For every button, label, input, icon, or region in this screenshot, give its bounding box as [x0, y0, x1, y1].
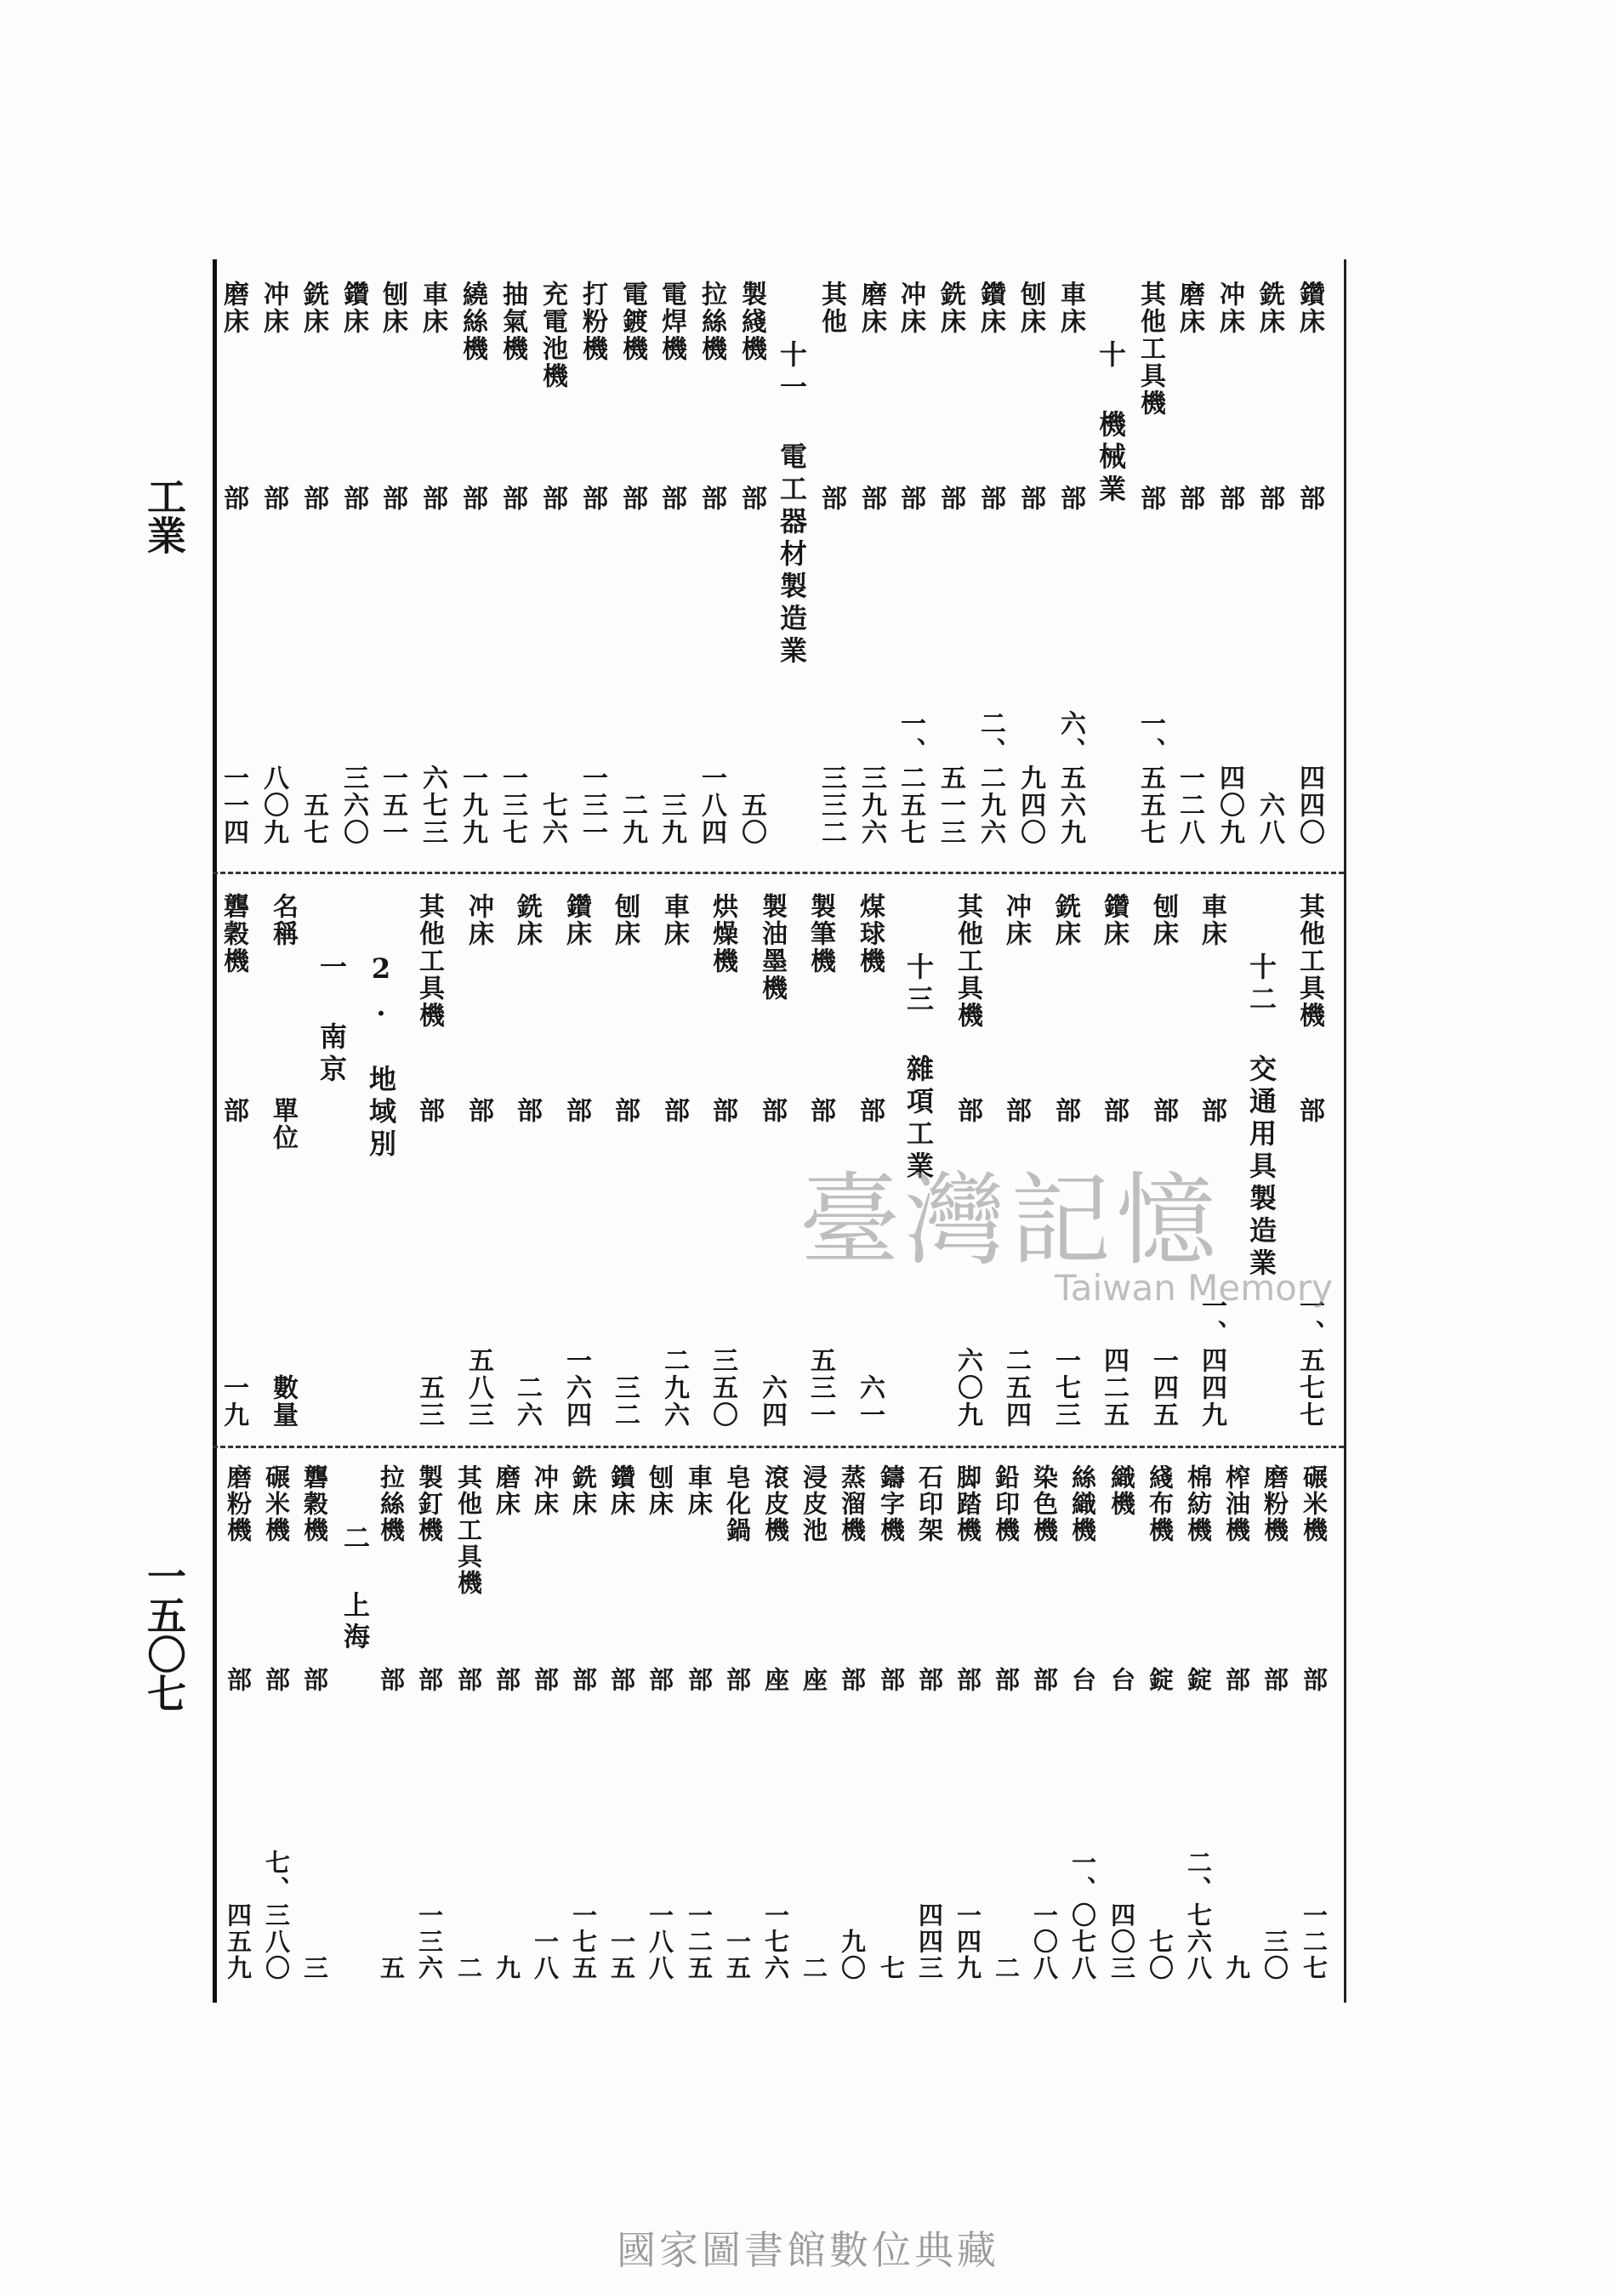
row-value: 一七五	[569, 1902, 598, 1981]
row-unit: 部	[414, 1097, 444, 1124]
row-unit: 部	[219, 485, 248, 512]
row-label: 鑽床	[607, 1464, 636, 1517]
row-value: 一九	[219, 1374, 248, 1429]
row-label: 鑽床	[561, 893, 591, 947]
row-unit: 部	[1222, 1667, 1251, 1693]
row-unit: 部	[757, 1097, 787, 1124]
row-unit: 部	[817, 485, 846, 512]
row-value: 數量	[268, 1374, 298, 1429]
row-value: 一五	[723, 1929, 752, 1981]
row-value: 一三六	[415, 1902, 444, 1981]
row-label: 車床	[418, 281, 447, 335]
row-unit: 部	[976, 485, 1005, 512]
row-label: 冲床	[531, 1464, 560, 1517]
row-value: 六〇九	[953, 1347, 982, 1429]
row-unit: 部	[378, 485, 407, 512]
row-unit: 部	[877, 1667, 906, 1693]
row-label: 其他工具機	[454, 1464, 483, 1596]
row-value: 七	[877, 1955, 906, 1981]
row-label: 鑄字機	[877, 1464, 906, 1543]
row-value: 一六四	[561, 1347, 591, 1429]
row-label: 石印架	[915, 1464, 944, 1543]
row-unit: 部	[607, 1667, 636, 1693]
row-value: 一、五七七	[1295, 1293, 1324, 1429]
row-unit: 部	[915, 1667, 944, 1693]
row-unit: 部	[855, 1097, 885, 1124]
row-label: 鉛印機	[992, 1464, 1021, 1543]
row-value: 九	[492, 1955, 521, 1981]
row-value: 二	[799, 1955, 828, 1981]
row-label: 冲床	[1001, 893, 1031, 947]
row-label: 鑽床	[339, 281, 368, 335]
row-unit: 部	[454, 1667, 483, 1693]
row-label: 脚踏機	[953, 1464, 982, 1543]
row-unit: 單位	[268, 1097, 298, 1151]
row-unit: 部	[659, 1097, 689, 1124]
row-unit: 部	[300, 1667, 329, 1693]
row-value: 四五九	[224, 1902, 253, 1981]
row-unit: 部	[1215, 485, 1244, 512]
row-value: 一二八	[1175, 764, 1204, 846]
row-value: 七〇	[1146, 1929, 1175, 1981]
row-value: 一一四	[219, 764, 248, 846]
row-unit: 部	[1148, 1097, 1178, 1124]
row-label: 充電池機	[538, 281, 567, 389]
watermark-english: Taiwan Memory	[1055, 1267, 1333, 1309]
row-unit: 部	[953, 1097, 982, 1124]
row-label: 銑床	[569, 1464, 598, 1517]
row-unit: 部	[262, 1667, 291, 1693]
row-unit: 部	[723, 1667, 752, 1693]
page-number: 一五〇七	[141, 1556, 187, 1713]
row-unit: 部	[1135, 485, 1165, 512]
row-value: 一七三	[1050, 1347, 1080, 1429]
row-unit: 部	[219, 1097, 248, 1124]
row-label: 其他工具機	[1295, 893, 1324, 1029]
row-unit: 部	[896, 485, 925, 512]
row-unit: 部	[708, 1097, 737, 1124]
row-value: 六四	[757, 1374, 787, 1429]
row-unit: 部	[1295, 485, 1324, 512]
row-label: 榨油機	[1222, 1464, 1251, 1543]
category-heading: 2. 地域別	[365, 952, 397, 1162]
row-value: 四二五	[1099, 1347, 1129, 1429]
row-unit: 部	[1197, 1097, 1226, 1124]
row-unit: 部	[1050, 1097, 1080, 1124]
page-running-title: 工業	[141, 476, 187, 554]
row-value: 四四〇	[1295, 764, 1324, 846]
row-unit: 部	[492, 1667, 521, 1693]
row-label: 碾米機	[1300, 1464, 1329, 1543]
row-label: 銑床	[299, 281, 328, 335]
row-unit: 部	[538, 485, 567, 512]
row-unit: 部	[953, 1667, 982, 1693]
row-unit: 部	[299, 485, 328, 512]
row-label: 磨床	[1175, 281, 1204, 335]
row-label: 磨床	[856, 281, 886, 335]
row-value: 一八四	[697, 764, 726, 846]
row-unit: 部	[1300, 1667, 1329, 1693]
row-label: 拉絲機	[697, 281, 726, 362]
row-value: 八〇九	[259, 764, 288, 846]
row-label: 蒸溜機	[838, 1464, 867, 1543]
row-value: 一九九	[458, 764, 487, 846]
row-label: 銑床	[1255, 281, 1284, 335]
row-label: 綫布機	[1146, 1464, 1175, 1543]
row-unit: 部	[1255, 485, 1284, 512]
row-unit: 部	[377, 1667, 406, 1693]
row-label: 煤球機	[855, 893, 885, 975]
row-label: 棉紡機	[1184, 1464, 1213, 1543]
row-label: 其他	[817, 281, 846, 335]
row-value: 四四三	[915, 1902, 944, 1981]
row-label: 絲織機	[1068, 1464, 1097, 1543]
row-value: 二九六	[659, 1347, 689, 1429]
category-heading: 十三 雜項工業	[902, 952, 935, 1184]
row-value: 五一三	[936, 764, 965, 846]
row-unit: 部	[1260, 1667, 1289, 1693]
row-label: 銑床	[1050, 893, 1080, 947]
row-value: 一、二五七	[896, 710, 925, 846]
row-label: 銑床	[512, 893, 542, 947]
row-label: 電鍍機	[617, 281, 647, 362]
row-unit: 部	[259, 485, 288, 512]
row-value: 三九六	[856, 764, 886, 846]
row-label: 製釘機	[415, 1464, 444, 1543]
row-value: 一五	[607, 1929, 636, 1981]
row-unit: 部	[224, 1667, 253, 1693]
row-value: 五三一	[805, 1347, 835, 1429]
row-value: 一八	[531, 1929, 560, 1981]
row-label: 冲床	[464, 893, 493, 947]
row-label: 磨床	[219, 281, 248, 335]
row-label: 礱穀機	[300, 1464, 329, 1543]
row-unit: 部	[1056, 485, 1085, 512]
row-label: 其他工具機	[414, 893, 444, 1029]
row-value: 一四九	[953, 1902, 982, 1981]
row-label: 磨粉機	[224, 1464, 253, 1543]
row-value: 二五四	[1001, 1347, 1031, 1429]
row-label: 浸皮池	[799, 1464, 828, 1543]
row-value: 四〇九	[1215, 764, 1244, 846]
row-unit: 部	[657, 485, 686, 512]
row-unit: 部	[415, 1667, 444, 1693]
category-heading: 一 南京	[316, 952, 348, 1087]
row-value: 一七六	[761, 1902, 790, 1981]
row-value: 一五一	[378, 764, 407, 846]
row-label: 皂化鍋	[723, 1464, 752, 1543]
row-label: 磨床	[492, 1464, 521, 1517]
row-value: 一三一	[578, 764, 607, 846]
row-unit: 部	[1175, 485, 1204, 512]
row-label: 刨床	[610, 893, 640, 947]
row-unit: 台	[1068, 1667, 1097, 1693]
row-label: 刨床	[1016, 281, 1045, 335]
row-value: 五八三	[464, 1347, 493, 1429]
section-divider-1	[213, 872, 1344, 874]
row-value: 一二七	[1300, 1902, 1329, 1981]
row-unit: 部	[1001, 1097, 1031, 1124]
row-value: 一三七	[498, 764, 527, 846]
row-value: 一二五	[685, 1902, 714, 1981]
row-label: 烘燥機	[708, 893, 737, 975]
row-unit: 部	[1030, 1667, 1059, 1693]
row-value: 五	[377, 1955, 406, 1981]
row-unit: 台	[1107, 1667, 1136, 1693]
row-label: 冲床	[1215, 281, 1244, 335]
row-label: 冲床	[259, 281, 288, 335]
category-heading: 十 機械業	[1095, 340, 1127, 507]
row-value: 一〇八	[1030, 1902, 1059, 1981]
row-label: 名稱	[268, 893, 298, 947]
row-value: 一、〇七八	[1068, 1850, 1097, 1981]
row-value: 二六	[512, 1374, 542, 1429]
row-value: 一八八	[646, 1902, 674, 1981]
row-unit: 部	[498, 485, 527, 512]
row-value: 三二	[610, 1374, 640, 1429]
row-value: 七、三八〇	[262, 1850, 291, 1981]
row-value: 一、四四九	[1197, 1293, 1226, 1429]
row-unit: 部	[685, 1667, 714, 1693]
row-unit: 部	[936, 485, 965, 512]
row-label: 礱穀機	[219, 893, 248, 975]
row-value: 七六	[538, 792, 567, 846]
taiwan-memory-watermark	[799, 1139, 1344, 1327]
row-unit: 部	[458, 485, 487, 512]
row-value: 九四〇	[1016, 764, 1045, 846]
row-value: 一四五	[1148, 1347, 1178, 1429]
row-label: 刨床	[378, 281, 407, 335]
row-label: 銑床	[936, 281, 965, 335]
row-label: 鑽床	[976, 281, 1005, 335]
row-unit: 部	[531, 1667, 560, 1693]
row-unit: 部	[1099, 1097, 1129, 1124]
row-label: 製油墨機	[757, 893, 787, 1002]
row-unit: 部	[1016, 485, 1045, 512]
row-value: 三〇	[1260, 1929, 1289, 1981]
row-value: 二、七六八	[1184, 1850, 1213, 1981]
row-unit: 部	[617, 485, 647, 512]
row-label: 繞絲機	[458, 281, 487, 362]
row-value: 二九	[617, 792, 647, 846]
row-value: 三六〇	[339, 764, 368, 846]
row-unit: 部	[610, 1097, 640, 1124]
row-unit: 部	[697, 485, 726, 512]
row-label: 磨粉機	[1260, 1464, 1289, 1543]
row-value: 三五〇	[708, 1347, 737, 1429]
row-value: 六一	[855, 1374, 885, 1429]
row-value: 一、五五七	[1135, 710, 1165, 846]
row-unit: 部	[418, 485, 447, 512]
row-value: 二	[454, 1955, 483, 1981]
row-label: 車床	[1197, 893, 1226, 947]
row-label: 電焊機	[657, 281, 686, 362]
row-label: 製綫機	[737, 281, 766, 362]
row-unit: 部	[992, 1667, 1021, 1693]
row-value: 九〇	[838, 1929, 867, 1981]
row-value: 三三二	[817, 764, 846, 846]
row-unit: 部	[805, 1097, 835, 1124]
row-unit: 部	[838, 1667, 867, 1693]
row-label: 其他工具機	[953, 893, 982, 1029]
archive-footer: 國家圖書館數位典藏	[617, 2227, 999, 2273]
row-value: 二	[992, 1955, 1021, 1981]
row-value: 六七三	[418, 764, 447, 846]
category-heading: 二 上海	[339, 1524, 369, 1654]
row-label: 刨床	[1148, 893, 1178, 947]
row-unit: 部	[856, 485, 886, 512]
watermark-chinese: 臺灣記憶	[799, 1162, 1222, 1279]
row-value: 三九	[657, 792, 686, 846]
row-value: 五三	[414, 1374, 444, 1429]
row-label: 車床	[659, 893, 689, 947]
row-value: 二、二九六	[976, 710, 1005, 846]
row-label: 製筆機	[805, 893, 835, 975]
row-unit: 錠	[1184, 1667, 1213, 1693]
category-heading: 十一 電工器材製造業	[776, 340, 808, 668]
row-value: 六、五六九	[1056, 710, 1085, 846]
row-label: 拉絲機	[377, 1464, 406, 1543]
section-divider-2	[213, 1446, 1344, 1448]
row-unit: 座	[799, 1667, 828, 1693]
row-label: 刨床	[646, 1464, 674, 1517]
row-label: 滾皮機	[761, 1464, 790, 1543]
row-value: 九	[1222, 1955, 1251, 1981]
row-unit: 錠	[1146, 1667, 1175, 1693]
row-unit: 部	[737, 485, 766, 512]
row-unit: 部	[578, 485, 607, 512]
row-unit: 部	[512, 1097, 542, 1124]
row-label: 打粉機	[578, 281, 607, 362]
row-label: 鑽床	[1099, 893, 1129, 947]
row-value: 五七	[299, 792, 328, 846]
row-value: 三	[300, 1955, 329, 1981]
category-heading: 十二 交通用具製造業	[1245, 952, 1277, 1281]
row-unit: 部	[646, 1667, 674, 1693]
row-unit: 部	[339, 485, 368, 512]
row-label: 織機	[1107, 1464, 1136, 1517]
row-label: 碾米機	[262, 1464, 291, 1543]
row-label: 車床	[685, 1464, 714, 1517]
row-unit: 部	[1295, 1097, 1324, 1124]
row-label: 鑽床	[1295, 281, 1324, 335]
row-label: 其他工具機	[1135, 281, 1165, 417]
row-unit: 座	[761, 1667, 790, 1693]
row-value: 五〇	[737, 792, 766, 846]
row-value: 六八	[1255, 792, 1284, 846]
row-unit: 部	[464, 1097, 493, 1124]
row-unit: 部	[569, 1667, 598, 1693]
row-unit: 部	[561, 1097, 591, 1124]
row-label: 冲床	[896, 281, 925, 335]
row-value: 四〇三	[1107, 1902, 1136, 1981]
row-label: 車床	[1056, 281, 1085, 335]
row-label: 抽氣機	[498, 281, 527, 362]
row-label: 染色機	[1030, 1464, 1059, 1543]
